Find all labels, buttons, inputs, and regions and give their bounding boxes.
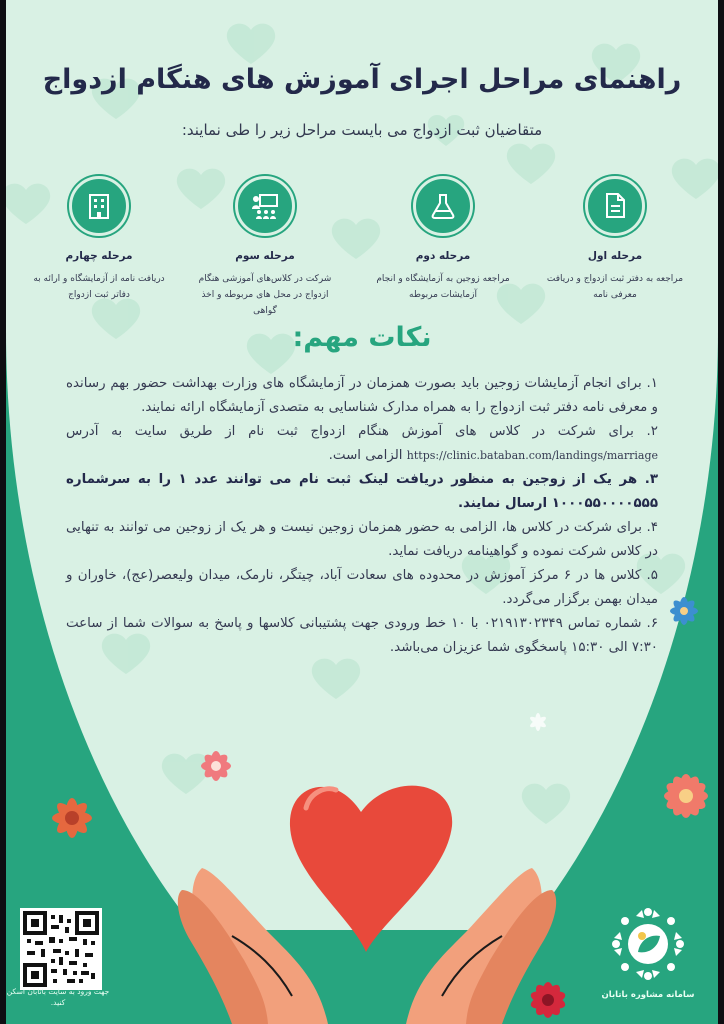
poster <box>6 0 718 1024</box>
note-4: ۴. برای شرکت در کلاس ها، الزامی به حضور همزمان زوجین نیست و هر یک از زوجین می توانند به تنهایی در کلاس شرکت نموده و گواهینامه دریافت نماید. <box>66 520 658 559</box>
note-6: ۶. شماره تماس ۰۲۱۹۱۳۰۲۳۴۹ با ۱۰ خط ورودی جهت پشتیبانی کلاسها و پاسخ به سوالات شما از ساعت ۷:۳۰ الی ۱۵:۳۰ پاسخگوی شما عزیزان می‌باشد. <box>66 616 659 655</box>
step-description: مراجعه به دفتر ثبت ازدواج و دریافت معرفی نامه <box>546 274 684 300</box>
page-title: راهنمای مراحل اجرای آموزش های هنگام ازدواج <box>42 64 682 95</box>
note-2 <box>66 420 658 468</box>
step-3 <box>190 176 340 319</box>
step-description: مراجعه زوجین به آزمایشگاه و انجام آزمایشات مربوطه <box>376 274 510 300</box>
qr-code[interactable] <box>20 908 102 990</box>
step-title: مرحله دوم <box>415 250 471 262</box>
note-5: ۵. کلاس ها در ۶ مرکز آموزش در محدوده های سعادت آباد، چیتگر، نارمک، میدان ولیعصر(عج)، خاوران و میدان بهمن برگزار می‌گردد. <box>66 568 658 607</box>
flask-icon <box>413 176 473 236</box>
building-icon <box>69 176 129 236</box>
step-2 <box>368 176 518 303</box>
qr-caption: جهت ورود به سایت باتابان اسکن کنید. <box>6 987 110 1007</box>
document-icon <box>585 176 645 236</box>
note-3: ۳. هر یک از زوجین به منظور دریافت لینک ثبت نام می توانند عدد ۱ را به سرشماره ۱۰۰۰۵۵۰۰۰۰۵۵۵ ارسال نمایند. <box>66 472 658 511</box>
notes-title: نکات مهم: <box>292 322 432 353</box>
step-4 <box>24 176 174 303</box>
step-title: مرحله اول <box>587 250 643 262</box>
step-title: مرحله چهارم <box>65 250 133 262</box>
note-2-suffix: الزامی است. <box>328 448 403 463</box>
note-2-text: ۲. برای شرکت در کلاس های آموزش هنگام ازدواج ثبت نام از طریق سایت به آدرس <box>66 424 658 439</box>
step-description: شرکت در کلاس‌های آموزشی هنگام ازدواج در محل های مربوطه و اخذ گواهی <box>198 274 332 316</box>
notes-list <box>66 372 658 660</box>
registration-url[interactable]: https://clinic.bataban.com/landings/marriage <box>406 449 658 462</box>
bataban-logo <box>610 906 686 982</box>
step-title: مرحله سوم <box>235 250 295 262</box>
page-subtitle: متقاضیان ثبت ازدواج می بایست مراحل زیر را طی نمایند: <box>181 121 543 139</box>
logo-name: سامانه مشاوره باتابان <box>601 990 695 1000</box>
step-1 <box>540 176 690 303</box>
classroom-icon <box>235 176 295 236</box>
note-1: ۱. برای انجام آزمایشات زوجین باید بصورت همزمان در آزمایشگاه های وزارت بهداشت حضور بهم رسانده و معرفی نامه دفتر ثبت ازدواج را به همراه مدارک شناسایی به متصدی آزمایشگاه ارائه نمایند. <box>66 376 658 415</box>
step-description: دریافت نامه از آزمایشگاه و ارائه به دفاتر ثبت ازدواج <box>33 274 165 300</box>
